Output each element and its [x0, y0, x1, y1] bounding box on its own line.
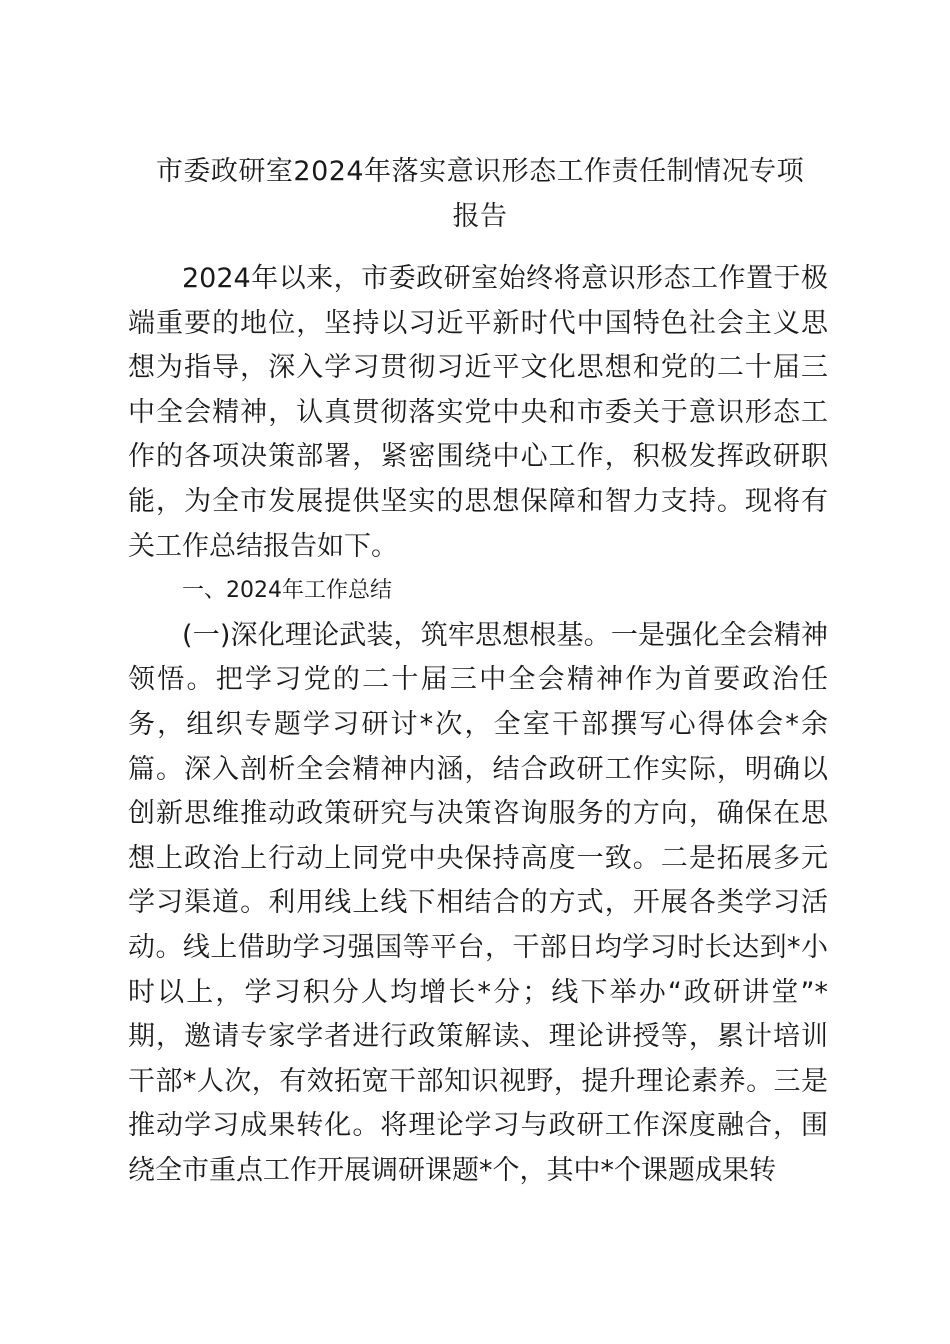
section-paragraph: (一)深化理论武装，筑牢思想根基。一是强化全会精神领悟。把学习党的二十届三中全会精神作为首要政治任务，组织专题学习研讨*次，全室干部撰写心得体会*余篇。深入剖析全会精神内涵，结合政研工作实际，明确以创新思维推动政策研究与决策咨询服务的方向，确保在思想上政治上行动上同党中央保持高度一致。二是拓展多元学习渠道。利用线上线下相结合的方式，开展各类学习活动。线上借助学习强国等平台，干部日均学习时长达到*小时以上，学习积分人均增长*分；线下举办“政研讲堂”*期，邀请专家学者进行政策解读、理论讲授等，累计培训干部*人次，有效拓宽干部知识视野，提升理论素养。三是推动学习成果转化。将理论学习与政研工作深度融合，围绕全市重点工作开展调研课题*个，其中*个课题成果转	[128, 619, 828, 1186]
document-title-line-2: 报告	[452, 201, 508, 232]
document-title-line-1: 市委政研室2024年落实意识形态工作责任制情况专项	[155, 156, 805, 187]
document-body	[128, 257, 828, 1193]
intro-paragraph: 2024年以来，市委政研室始终将意识形态工作置于极端重要的地位，坚持以习近平新时代中国特色社会主义思想为指导，深入学习贯彻习近平文化思想和党的二十届三中全会精神，认真贯彻落实党中央和市委关于意识形态工作的各项决策部署，紧密围绕中心工作，积极发挥政研职能，为全市发展提供坚实的思想保障和智力支持。现将有关工作总结报告如下。	[128, 263, 828, 562]
section-heading: 一、2024年工作总结	[182, 578, 392, 604]
